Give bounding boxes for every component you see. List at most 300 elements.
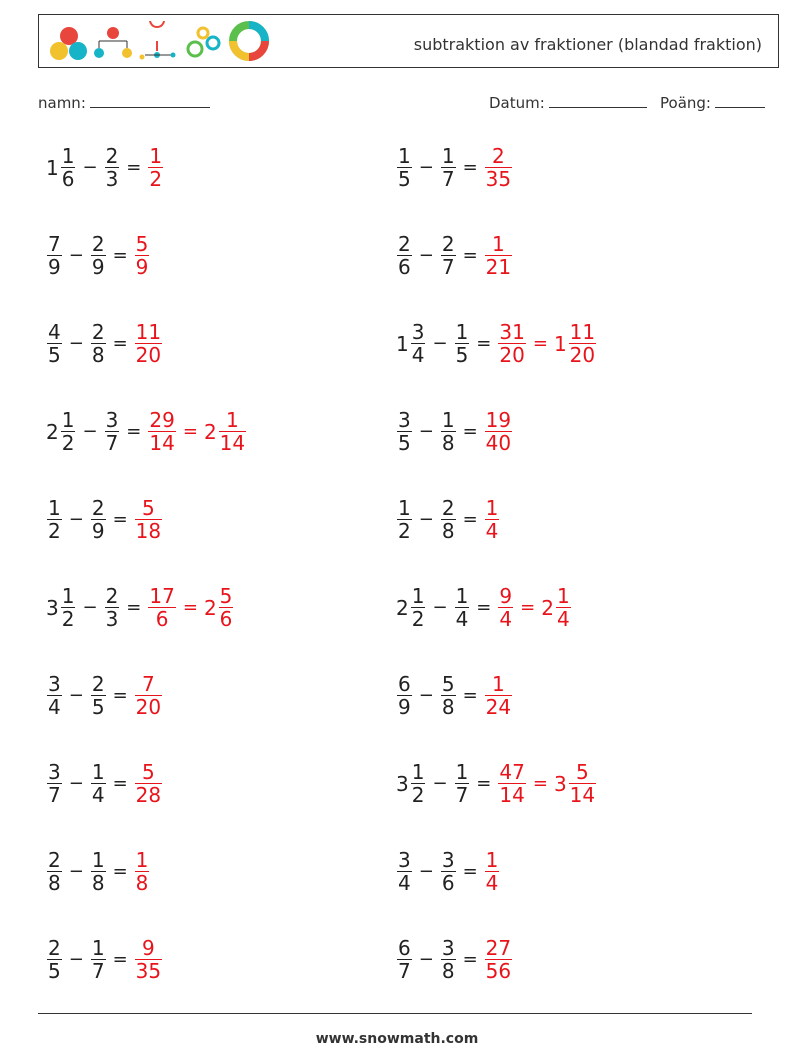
minus-sign: − [432, 333, 448, 354]
minus-sign: − [68, 861, 84, 882]
score-field [660, 94, 765, 112]
answer-mixed-number [554, 761, 597, 806]
minus-sign: − [68, 333, 84, 354]
name-blank-line[interactable] [90, 94, 210, 108]
answer [484, 233, 513, 278]
subtrahend-mixed-number [440, 673, 457, 718]
subtrahend-fraction [91, 849, 106, 894]
minuend-mixed-number [396, 849, 413, 894]
equals-sign: = [112, 245, 128, 266]
answer-numerator: 17 [149, 584, 175, 608]
minuend-fraction [47, 233, 62, 278]
minuend-denominator: 9 [398, 695, 411, 719]
answer-mixed-number [484, 673, 513, 718]
problem-item [396, 673, 513, 718]
equals-sign: = [462, 157, 478, 178]
answer-denominator: 20 [499, 343, 525, 367]
subtrahend-numerator: 1 [441, 408, 455, 432]
minuend-whole: 1 [46, 155, 59, 180]
answer-numerator: 1 [485, 496, 499, 520]
answer-fraction [498, 585, 513, 630]
answer-mixed-number [484, 937, 513, 982]
answer-denominator: 28 [135, 783, 162, 807]
subtrahend-numerator: 1 [455, 320, 469, 344]
answer-mixed-number [134, 849, 151, 894]
answer-fraction [135, 233, 150, 278]
minuend-mixed-number [46, 145, 76, 190]
equals-sign: = [462, 685, 478, 706]
equals-sign: = [112, 861, 128, 882]
equals-sign: = [112, 509, 128, 530]
answer-equals-sign: = [532, 333, 548, 354]
answer-denominator: 14 [569, 783, 596, 807]
answer [147, 145, 164, 190]
minuend-mixed-number [46, 233, 63, 278]
minus-sign: − [82, 157, 98, 178]
minuend-numerator: 3 [48, 760, 61, 784]
subtrahend-mixed-number [90, 937, 107, 982]
answer-denominator: 24 [485, 695, 512, 719]
minuend-denominator: 5 [398, 431, 411, 455]
answer-mixed-number [484, 145, 513, 190]
answer-fraction [485, 409, 512, 454]
problem-item [46, 321, 163, 366]
answer-denominator: 40 [485, 431, 512, 455]
answer-numerator: 1 [485, 848, 499, 872]
minuend-fraction [397, 233, 412, 278]
subtrahend-mixed-number [90, 673, 107, 718]
minuend-denominator: 2 [48, 519, 61, 543]
problem-item [396, 233, 513, 278]
minuend-mixed-number [46, 585, 76, 630]
answer-denominator: 56 [485, 959, 512, 983]
subtrahend-mixed-number [454, 761, 471, 806]
problem-item [46, 585, 234, 630]
answer-mixed-number [484, 233, 513, 278]
subtrahend-mixed-number [454, 321, 471, 366]
problem-item [396, 145, 513, 190]
subtrahend-fraction [441, 233, 456, 278]
answer [147, 409, 247, 454]
answer-equals-sign: = [520, 597, 536, 618]
minuend-mixed-number [396, 321, 426, 366]
minuend-fraction [397, 497, 412, 542]
minuend-numerator: 1 [61, 584, 75, 608]
answer-denominator: 21 [485, 255, 512, 279]
score-label: Poäng: [660, 94, 711, 112]
subtrahend-fraction [105, 409, 120, 454]
equals-sign: = [112, 333, 128, 354]
answer-fraction [135, 497, 162, 542]
subtrahend-mixed-number [440, 233, 457, 278]
minus-sign: − [418, 245, 434, 266]
subtrahend-numerator: 1 [455, 584, 469, 608]
subtrahend-fraction [455, 321, 470, 366]
minus-sign: − [418, 685, 434, 706]
answer-whole: 2 [203, 419, 217, 444]
subtrahend-denominator: 4 [91, 783, 105, 807]
subtrahend-numerator: 2 [91, 672, 105, 696]
equals-sign: = [126, 597, 142, 618]
answer-numerator: 9 [499, 584, 513, 608]
answer [484, 937, 513, 982]
subtrahend-mixed-number [104, 145, 121, 190]
equals-sign: = [462, 245, 478, 266]
subtrahend-mixed-number [454, 585, 471, 630]
equals-sign: = [112, 949, 128, 970]
subtrahend-mixed-number [104, 409, 121, 454]
answer-denominator: 35 [135, 959, 162, 983]
answer-mixed-number [497, 321, 526, 366]
minuend-denominator: 4 [411, 343, 425, 367]
subtrahend-numerator: 1 [91, 936, 105, 960]
answer-denominator: 4 [485, 519, 499, 543]
minuend-denominator: 2 [411, 783, 425, 807]
minuend-denominator: 9 [48, 255, 61, 279]
subtrahend-fraction [441, 145, 456, 190]
minuend-fraction [397, 145, 412, 190]
equals-sign: = [462, 421, 478, 442]
problem-item [396, 409, 513, 454]
answer-fraction [498, 761, 525, 806]
minuend-numerator: 3 [398, 848, 411, 872]
answer-numerator: 19 [485, 408, 512, 432]
answer-fraction [485, 673, 512, 718]
minuend-numerator: 6 [398, 672, 411, 696]
problem-item [396, 849, 500, 894]
minuend-mixed-number [396, 409, 413, 454]
problem-item [46, 673, 163, 718]
answer-mixed-number [134, 761, 163, 806]
minuend-whole: 1 [396, 331, 409, 356]
subtrahend-mixed-number [90, 233, 107, 278]
subtrahend-fraction [441, 673, 456, 718]
answer-mixed-number [541, 585, 571, 630]
answer-fraction [135, 761, 162, 806]
subtrahend-mixed-number [440, 849, 457, 894]
subtrahend-denominator: 7 [441, 167, 455, 191]
answer-denominator: 2 [149, 167, 163, 191]
answer-whole: 2 [203, 595, 217, 620]
answer [134, 497, 163, 542]
subtrahend-mixed-number [104, 585, 121, 630]
minuend-whole: 2 [396, 595, 409, 620]
subtrahend-denominator: 7 [91, 959, 105, 983]
subtrahend-denominator: 9 [91, 519, 105, 543]
answer [497, 585, 571, 630]
answer-numerator: 11 [135, 320, 162, 344]
subtrahend-fraction [91, 761, 106, 806]
equals-sign: = [476, 333, 492, 354]
minuend-fraction [397, 849, 412, 894]
subtrahend-fraction [441, 409, 456, 454]
answer [484, 849, 501, 894]
answer-fraction [219, 409, 246, 454]
subtrahend-numerator: 1 [441, 144, 455, 168]
subtrahend-numerator: 1 [91, 760, 105, 784]
subtrahend-denominator: 4 [455, 607, 469, 631]
subtrahend-denominator: 7 [441, 255, 455, 279]
answer-numerator: 2 [492, 144, 505, 168]
minuend-fraction [397, 673, 412, 718]
minuend-mixed-number [396, 673, 413, 718]
minuend-mixed-number [46, 761, 63, 806]
subtrahend-fraction [91, 233, 106, 278]
answer [147, 585, 234, 630]
equals-sign: = [476, 773, 492, 794]
subtrahend-numerator: 3 [105, 408, 119, 432]
answer-numerator: 9 [142, 936, 155, 960]
minus-sign: − [418, 861, 434, 882]
answer-fraction [485, 849, 500, 894]
minuend-numerator: 1 [48, 496, 61, 520]
answer-denominator: 18 [135, 519, 162, 543]
answer-fraction [485, 145, 512, 190]
subtrahend-denominator: 8 [441, 519, 455, 543]
answer-numerator: 5 [142, 760, 155, 784]
date-blank-line[interactable] [549, 94, 647, 108]
minus-sign: − [68, 685, 84, 706]
answer-numerator: 5 [142, 496, 155, 520]
answer-whole: 2 [541, 595, 554, 620]
subtrahend-numerator: 2 [91, 232, 105, 256]
minuend-denominator: 4 [48, 695, 61, 719]
subtrahend-denominator: 7 [105, 431, 119, 455]
subtrahend-denominator: 8 [91, 343, 105, 367]
answer-mixed-number [147, 145, 164, 190]
score-blank-line[interactable] [715, 94, 765, 108]
problem-item [46, 849, 150, 894]
equals-sign: = [476, 597, 492, 618]
minuend-fraction [61, 409, 76, 454]
answer-fraction [569, 761, 596, 806]
minuend-fraction [47, 673, 62, 718]
minuend-numerator: 1 [398, 144, 411, 168]
subtrahend-fraction [441, 497, 456, 542]
minuend-numerator: 1 [411, 760, 425, 784]
answer [134, 849, 151, 894]
subtrahend-fraction [455, 585, 470, 630]
answer-numerator: 27 [485, 936, 512, 960]
subtrahend-fraction [91, 321, 106, 366]
minuend-mixed-number [396, 497, 413, 542]
answer [134, 233, 151, 278]
subtrahend-mixed-number [90, 761, 107, 806]
answer-mixed-number [147, 585, 176, 630]
minuend-numerator: 4 [48, 320, 61, 344]
answer-mixed-number [497, 585, 514, 630]
answer-numerator: 1 [492, 232, 505, 256]
problem-item [396, 497, 500, 542]
minus-sign: − [82, 597, 98, 618]
minus-sign: − [418, 509, 434, 530]
minuend-fraction [47, 321, 62, 366]
minuend-denominator: 7 [48, 783, 61, 807]
subtrahend-numerator: 3 [441, 936, 455, 960]
problem-item [46, 145, 164, 190]
subtrahend-numerator: 3 [441, 848, 455, 872]
minus-sign: − [68, 949, 84, 970]
minuend-denominator: 4 [398, 871, 411, 895]
minuend-denominator: 6 [398, 255, 411, 279]
answer-fraction [135, 849, 150, 894]
minuend-denominator: 2 [398, 519, 411, 543]
subtrahend-fraction [91, 673, 106, 718]
subtrahend-fraction [441, 937, 456, 982]
subtrahend-denominator: 8 [441, 431, 455, 455]
minuend-numerator: 3 [411, 320, 425, 344]
answer-mixed-number [484, 409, 513, 454]
answer [134, 673, 163, 718]
answer-fraction [569, 321, 596, 366]
answer-fraction [135, 321, 162, 366]
minuend-numerator: 3 [398, 408, 411, 432]
subtrahend-denominator: 5 [91, 695, 105, 719]
minus-sign: − [418, 157, 434, 178]
answer-numerator: 47 [499, 760, 525, 784]
problem-item [396, 321, 597, 366]
answer-fraction [219, 585, 234, 630]
minuend-denominator: 6 [61, 167, 75, 191]
answer-denominator: 6 [155, 607, 169, 631]
answer-fraction [485, 937, 512, 982]
minuend-numerator: 2 [398, 232, 411, 256]
answer-mixed-number [134, 673, 163, 718]
minus-sign: − [82, 421, 98, 442]
minuend-numerator: 1 [411, 584, 425, 608]
answer-mixed-number [484, 849, 501, 894]
answer-numerator: 29 [149, 408, 175, 432]
answer-numerator: 1 [226, 408, 239, 432]
answer [497, 321, 597, 366]
answer-fraction [485, 233, 512, 278]
answer [484, 673, 513, 718]
footer-site: www.snowmath.com [315, 1031, 479, 1047]
minuend-numerator: 2 [48, 848, 61, 872]
problem-item [396, 937, 513, 982]
answer [134, 937, 163, 982]
minuend-mixed-number [46, 673, 63, 718]
minuend-mixed-number [46, 409, 76, 454]
name-label: namn: [38, 94, 86, 112]
minuend-denominator: 7 [398, 959, 411, 983]
subtrahend-numerator: 2 [105, 144, 119, 168]
problem-item [46, 937, 163, 982]
answer-denominator: 14 [499, 783, 525, 807]
answer-equals-sign: = [182, 421, 198, 442]
minuend-mixed-number [396, 145, 413, 190]
minuend-mixed-number [396, 585, 426, 630]
answer-numerator: 5 [576, 760, 589, 784]
answer [134, 761, 163, 806]
answer-numerator: 1 [492, 672, 505, 696]
answer-numerator: 1 [556, 584, 570, 608]
subtrahend-denominator: 3 [105, 607, 119, 631]
minuend-numerator: 6 [398, 936, 411, 960]
subtrahend-mixed-number [90, 849, 107, 894]
minuend-fraction [47, 497, 62, 542]
equals-sign: = [112, 685, 128, 706]
minuend-mixed-number [46, 937, 63, 982]
answer-fraction [135, 673, 162, 718]
answer-equals-sign: = [182, 597, 198, 618]
answer-denominator: 20 [135, 695, 162, 719]
answer-denominator: 4 [485, 871, 499, 895]
minuend-mixed-number [46, 497, 63, 542]
answer [484, 409, 513, 454]
subtrahend-denominator: 8 [91, 871, 105, 895]
answer-denominator: 9 [135, 255, 149, 279]
subtrahend-denominator: 6 [441, 871, 455, 895]
minuend-denominator: 5 [398, 167, 411, 191]
minus-sign: − [432, 597, 448, 618]
date-label: Datum: [489, 94, 545, 112]
minus-sign: − [68, 773, 84, 794]
answer-numerator: 1 [135, 848, 149, 872]
answer [484, 145, 513, 190]
answer-numerator: 31 [499, 320, 525, 344]
minuend-fraction [47, 761, 62, 806]
math-logo-icon [45, 21, 271, 61]
minuend-fraction [61, 585, 76, 630]
minuend-mixed-number [396, 761, 426, 806]
worksheet-title: subtraktion av fraktioner (blandad fraktion) [413, 35, 762, 54]
answer-mixed-number [204, 585, 234, 630]
subtrahend-numerator: 2 [91, 320, 105, 344]
answer-mixed-number [497, 761, 526, 806]
minuend-mixed-number [46, 849, 63, 894]
answer [134, 321, 163, 366]
equals-sign: = [112, 773, 128, 794]
minuend-denominator: 2 [411, 607, 425, 631]
minuend-mixed-number [396, 937, 413, 982]
answer-fraction [485, 497, 500, 542]
minuend-mixed-number [396, 233, 413, 278]
answer-denominator: 8 [135, 871, 149, 895]
equals-sign: = [462, 861, 478, 882]
minuend-fraction [61, 145, 76, 190]
subtrahend-mixed-number [440, 497, 457, 542]
equals-sign: = [126, 421, 142, 442]
subtrahend-numerator: 2 [441, 232, 455, 256]
answer-denominator: 14 [149, 431, 175, 455]
subtrahend-fraction [441, 849, 456, 894]
answer-mixed-number [134, 321, 163, 366]
minuend-fraction [411, 585, 426, 630]
subtrahend-denominator: 9 [91, 255, 105, 279]
answer-mixed-number [147, 409, 176, 454]
subtrahend-numerator: 1 [91, 848, 105, 872]
minus-sign: − [68, 245, 84, 266]
answer-denominator: 4 [556, 607, 570, 631]
subtrahend-mixed-number [440, 937, 457, 982]
answer-mixed-number [134, 937, 163, 982]
minuend-numerator: 7 [48, 232, 61, 256]
answer [484, 497, 501, 542]
answer-mixed-number [484, 497, 501, 542]
answer-fraction [135, 937, 162, 982]
answer-mixed-number [554, 321, 597, 366]
subtrahend-fraction [91, 497, 106, 542]
answer-mixed-number [134, 233, 151, 278]
subtrahend-numerator: 1 [455, 760, 469, 784]
minuend-numerator: 1 [61, 408, 75, 432]
subtrahend-mixed-number [440, 145, 457, 190]
subtrahend-mixed-number [440, 409, 457, 454]
answer-denominator: 14 [219, 431, 246, 455]
minuend-whole: 2 [46, 419, 59, 444]
subtrahend-fraction [455, 761, 470, 806]
